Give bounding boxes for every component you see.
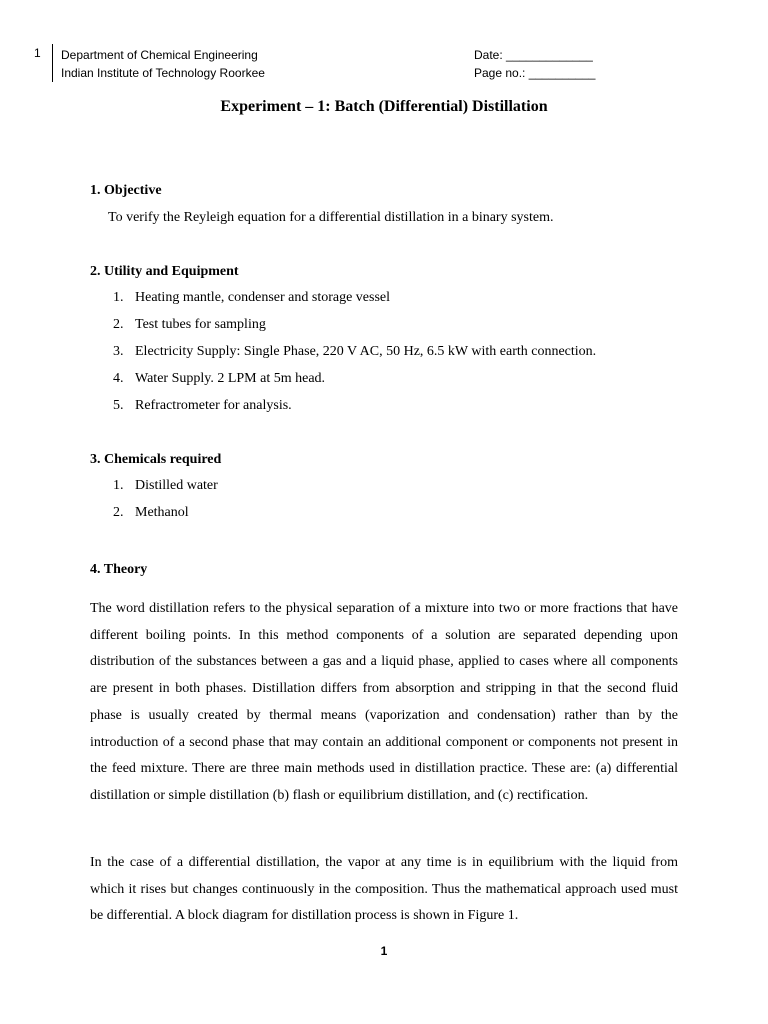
section-heading-objective: 1. Objective (90, 183, 162, 198)
list-item: 1. Distilled water (113, 478, 218, 493)
institute-name: Indian Institute of Technology Roorkee (61, 66, 265, 80)
objective-text: To verify the Reyleigh equation for a differential distillation in a binary system. (108, 210, 554, 225)
list-item: 1. Heating mantle, condenser and storage vessel (113, 290, 391, 305)
list-item: 5. Refractrometer for analysis. (113, 398, 292, 413)
section-heading-theory: 4. Theory (90, 562, 148, 577)
header-fields (474, 46, 595, 82)
header-affiliation (61, 46, 265, 82)
page-number: 1 (380, 944, 388, 958)
theory-paragraph-2: In the case of a differential distillation, the vapor at any time is in equilibrium with the liquid from which it rises but changes continuously in the composition. Thus the mathematical approach used must be differential. A block diagram for distillation process is shown in Figure 1. (90, 855, 678, 924)
date-field: Date: _____________ (474, 48, 593, 62)
theory-paragraph-1: The word distillation refers to the physical separation of a mixture into two or more fractions that have different boiling points. In this method components of a solution are separated depending upon distribution of the substances between a gas and a liquid phase, applied to cases where all components are present in both phases. Distillation differs from absorption and stripping in that the second fluid phase is usually created by thermal means (vaporization and condensation) rather than by the introduction of a second phase that may contain an additional component or components not present in the feed mixture. There are three main methods used in distillation practice. These are: (a) differential distillation or simple distillation (b) flash or equilibrium distillation, and (c) rectification. (90, 601, 678, 803)
department-name: Department of Chemical Engineering (61, 48, 258, 62)
document-title: Experiment – 1: Batch (Differential) Distillation (220, 98, 548, 115)
list-item: 4. Water Supply. 2 LPM at 5m head. (113, 371, 326, 386)
header-page-index: 1 (34, 46, 41, 60)
section-heading-chemicals: 3. Chemicals required (90, 452, 222, 467)
header-divider (52, 44, 53, 82)
page-no-field: Page no.: __________ (474, 66, 596, 80)
list-item: 2. Methanol (113, 505, 189, 520)
section-heading-equipment: 2. Utility and Equipment (90, 264, 239, 279)
list-item: 3. Electricity Supply: Single Phase, 220 V AC, 50 Hz, 6.5 kW with earth connection. (113, 344, 597, 359)
list-item: 2. Test tubes for sampling (113, 317, 266, 332)
